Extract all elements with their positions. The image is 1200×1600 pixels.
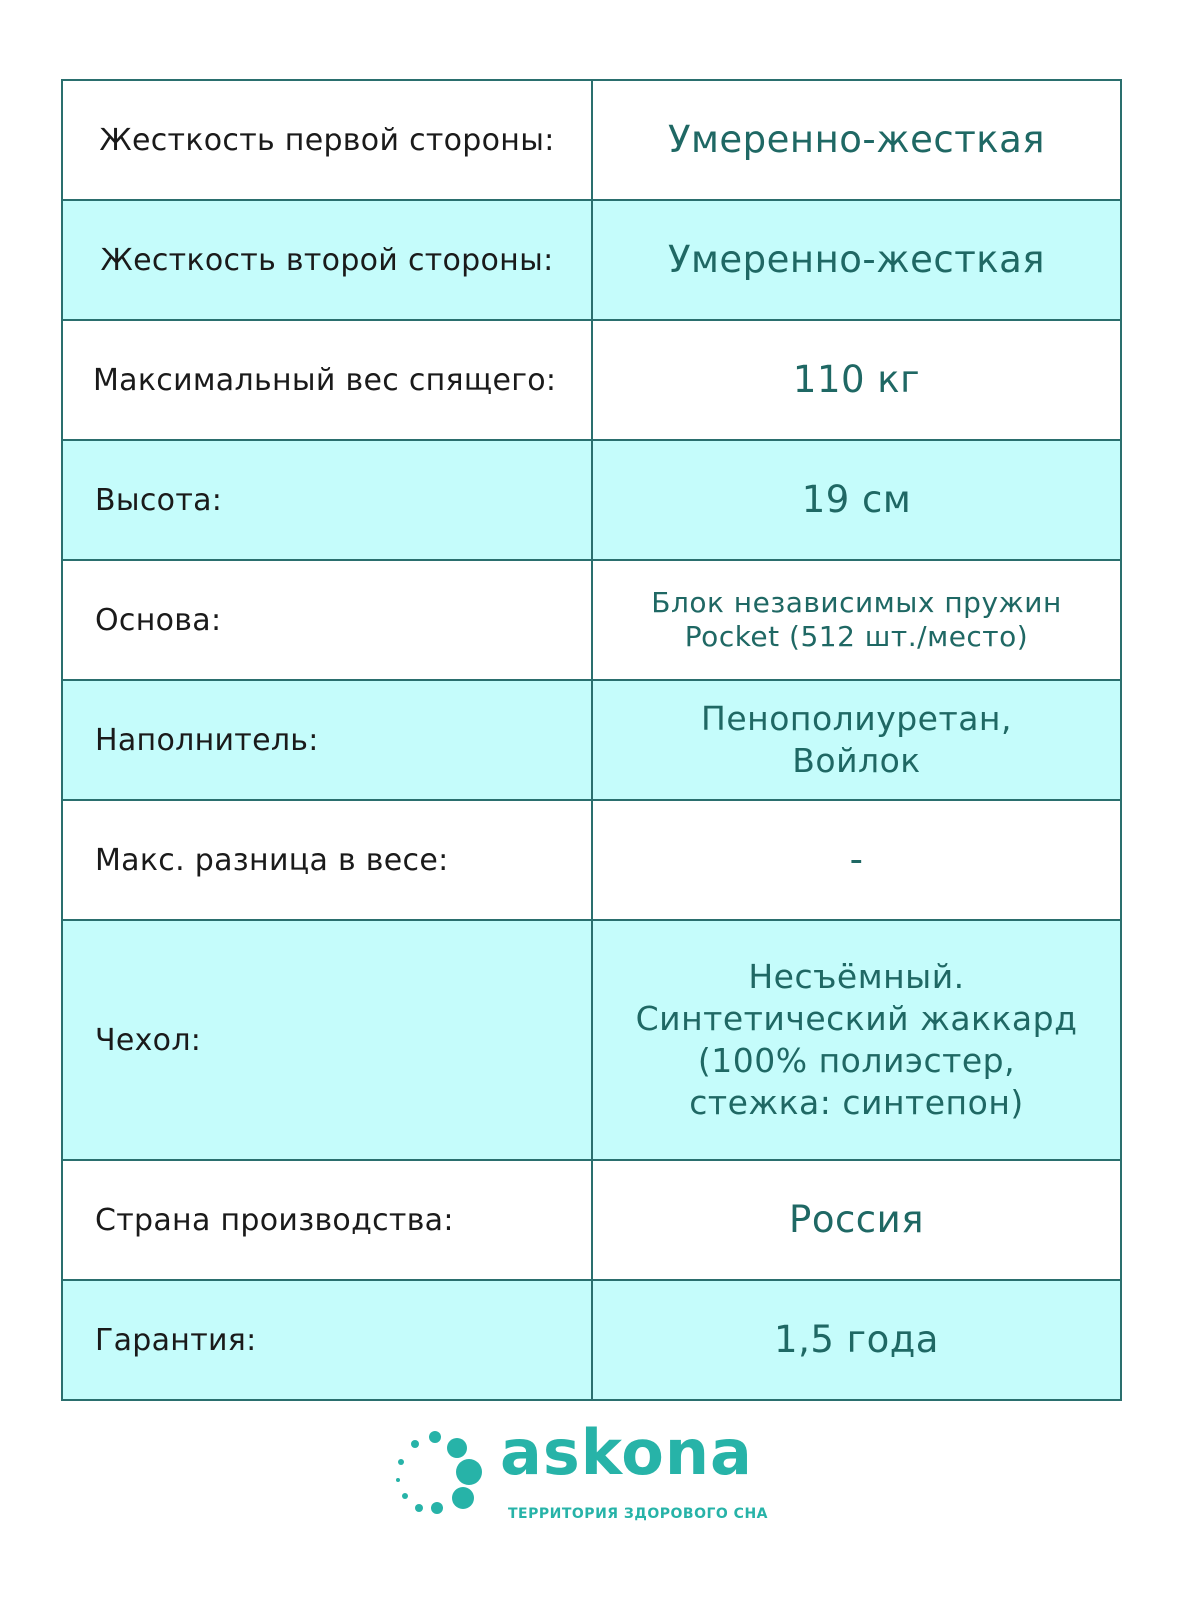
spec-label: Жесткость первой стороны: — [62, 80, 592, 200]
spec-label: Гарантия: — [62, 1280, 592, 1400]
spec-value — [592, 920, 1121, 1160]
spec-value-line: Умеренно-жесткая — [667, 118, 1046, 161]
spec-row-base — [62, 560, 1121, 680]
spec-value-line: Войлок — [792, 741, 921, 780]
spec-row-firmness-side1 — [62, 80, 1121, 200]
spec-value — [592, 680, 1121, 800]
spec-row-warranty — [62, 1280, 1121, 1400]
spec-label: Чехол: — [62, 920, 592, 1160]
spec-value — [592, 440, 1121, 560]
spec-value-line: 1,5 года — [774, 1318, 939, 1361]
spec-value-line: 19 см — [801, 478, 912, 521]
spec-value — [592, 320, 1121, 440]
spec-value — [592, 800, 1121, 920]
spec-row-country — [62, 1160, 1121, 1280]
brand-name: askona — [500, 1416, 753, 1489]
spec-row-max-weight-diff — [62, 800, 1121, 920]
spec-value — [592, 80, 1121, 200]
spec-value-line: Pocket (512 шт./место) — [684, 620, 1029, 653]
spec-value — [592, 1160, 1121, 1280]
brand-tagline: ТЕРРИТОРИЯ ЗДОРОВОГО СНА — [508, 1506, 769, 1522]
spec-label: Максимальный вес спящего: — [62, 320, 592, 440]
spec-value-line: Блок независимых пружин — [651, 586, 1062, 619]
spec-value-line: Умеренно-жесткая — [667, 238, 1046, 281]
spec-row-firmness-side2 — [62, 200, 1121, 320]
spec-row-filler — [62, 680, 1121, 800]
spec-value-line: Несъёмный. — [748, 957, 965, 996]
spec-value — [592, 200, 1121, 320]
spec-value-line: Россия — [789, 1198, 924, 1241]
spec-label: Основа: — [62, 560, 592, 680]
spec-value-line: 110 кг — [792, 358, 921, 401]
spec-label: Наполнитель: — [62, 680, 592, 800]
spec-label: Жесткость второй стороны: — [62, 200, 592, 320]
spec-value — [592, 1280, 1121, 1400]
spec-row-cover — [62, 920, 1121, 1160]
dots-circle-icon — [393, 1428, 493, 1518]
spec-value-line: Пенополиуретан, — [701, 699, 1012, 738]
specs-table — [61, 79, 1122, 1401]
spec-value-line: Синтетический жаккард — [635, 999, 1078, 1038]
spec-row-max-weight — [62, 320, 1121, 440]
spec-row-height — [62, 440, 1121, 560]
spec-value-line: (100% полиэстер, — [697, 1041, 1016, 1080]
spec-value-line: - — [849, 838, 864, 881]
spec-value-line: стежка: синтепон) — [689, 1083, 1024, 1122]
spec-value — [592, 560, 1121, 680]
spec-label: Страна производства: — [62, 1160, 592, 1280]
spec-label: Макс. разница в весе: — [62, 800, 592, 920]
spec-label: Высота: — [62, 440, 592, 560]
askona-logo — [393, 1416, 793, 1528]
